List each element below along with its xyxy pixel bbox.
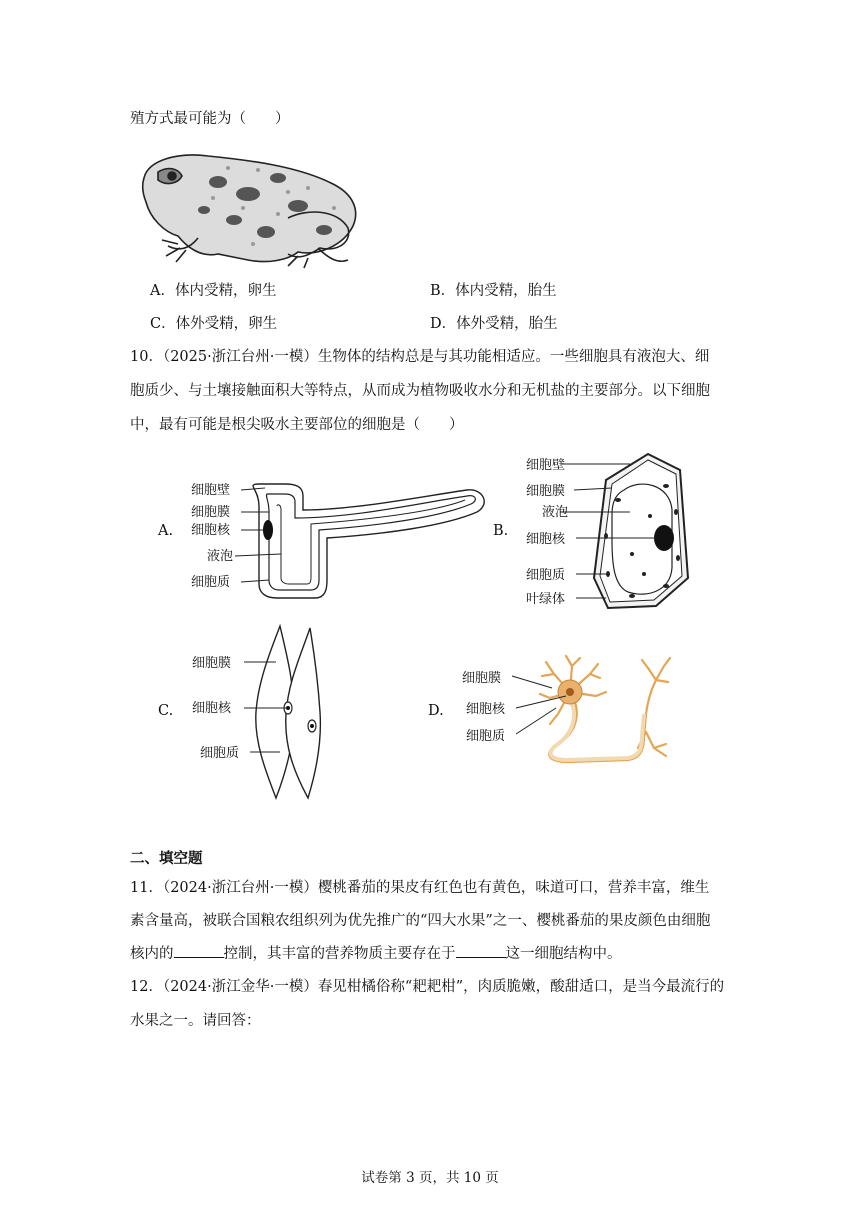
- figure-a-root-hair-cell: [185, 466, 495, 606]
- fig-a-letter[interactable]: A.: [158, 523, 174, 539]
- frog-illustration: [138, 148, 378, 270]
- fig-b-label-chloroplast: 叶绿体: [526, 592, 566, 607]
- q10-line-1: 10．（2025·浙江台州·一模）生物体的结构总是与其功能相适应。一些细胞具有液泡大、细: [130, 349, 710, 365]
- fig-b-letter[interactable]: B.: [493, 523, 509, 539]
- q9-stem-tail: 殖方式最可能为（ ）: [130, 111, 290, 127]
- fig-b-label-cell-wall: 细胞壁: [526, 458, 566, 473]
- figure-b-leaf-cell: [520, 450, 700, 612]
- q10-line-3: 中，最有可能是根尖吸水主要部位的细胞是（ ）: [130, 417, 464, 433]
- q10-line-2: 胞质少、与土壤接触面积大等特点，从而成为植物吸收水分和无机盐的主要部分。以下细胞: [130, 383, 710, 399]
- q11-line-3-part-3: 这一细胞结构中。: [505, 946, 622, 962]
- q11-line-2: 素含量高，被联合国粮农组织列为优先推广的“四大水果”之一、樱桃番茄的果皮颜色由细胞: [130, 913, 711, 929]
- q11-answer-blank-2[interactable]: [456, 943, 506, 958]
- fig-b-label-nucleus: 细胞核: [526, 532, 566, 547]
- q11-line-3-part-2: 控制，其丰富的营养物质主要存在于: [223, 946, 456, 962]
- fig-b-label-cell-membrane: 细胞膜: [526, 484, 566, 499]
- q11-line-3-part-1: 核内的: [130, 946, 174, 962]
- fig-a-label-cytoplasm: 细胞质: [191, 575, 231, 590]
- fig-c-label-nucleus: 细胞核: [192, 701, 232, 716]
- q9-option-c[interactable]: C．体外受精，卵生: [150, 316, 278, 332]
- q11-answer-blank-1[interactable]: [174, 943, 224, 958]
- q9-option-b[interactable]: B．体内受精，胎生: [430, 283, 557, 299]
- fig-a-label-cell-membrane: 细胞膜: [191, 505, 231, 520]
- figure-c-muscle-cells: [190, 622, 340, 802]
- page-footer: 试卷第 3 页，共 10 页: [361, 1170, 499, 1186]
- fig-d-label-nucleus: 细胞核: [466, 702, 506, 717]
- q12-line-2: 水果之一。请回答：: [130, 1013, 261, 1029]
- q11-line-3: [130, 943, 622, 965]
- q12-line-1: 12．（2024·浙江金华·一模）春见柑橘俗称“耙耙柑”，肉质脆嫩，酸甜适口，是当今最流行的: [130, 979, 725, 995]
- section-heading-fill-in: 二、填空题: [130, 850, 203, 867]
- fig-b-label-vacuole: 液泡: [542, 505, 569, 520]
- fig-c-label-cell-membrane: 细胞膜: [192, 656, 232, 671]
- fig-d-label-cell-membrane: 细胞膜: [462, 671, 502, 686]
- figure-d-neuron: [458, 652, 698, 772]
- fig-a-label-vacuole: 液泡: [207, 549, 234, 564]
- fig-c-letter[interactable]: C.: [158, 703, 174, 719]
- fig-d-letter[interactable]: D.: [428, 703, 444, 719]
- fig-a-label-nucleus: 细胞核: [191, 523, 231, 538]
- q9-option-d[interactable]: D．体外受精，胎生: [430, 316, 558, 332]
- q11-line-1: 11．（2024·浙江台州·一模）樱桃番茄的果皮有红色也有黄色，味道可口，营养丰富，维生: [130, 880, 710, 896]
- fig-a-label-cell-wall: 细胞壁: [191, 483, 231, 498]
- q9-option-a[interactable]: A．体内受精，卵生: [150, 283, 277, 299]
- fig-b-label-cytoplasm: 细胞质: [526, 568, 566, 583]
- fig-c-label-cytoplasm: 细胞质: [200, 746, 240, 761]
- fig-d-label-cytoplasm: 细胞质: [466, 729, 506, 744]
